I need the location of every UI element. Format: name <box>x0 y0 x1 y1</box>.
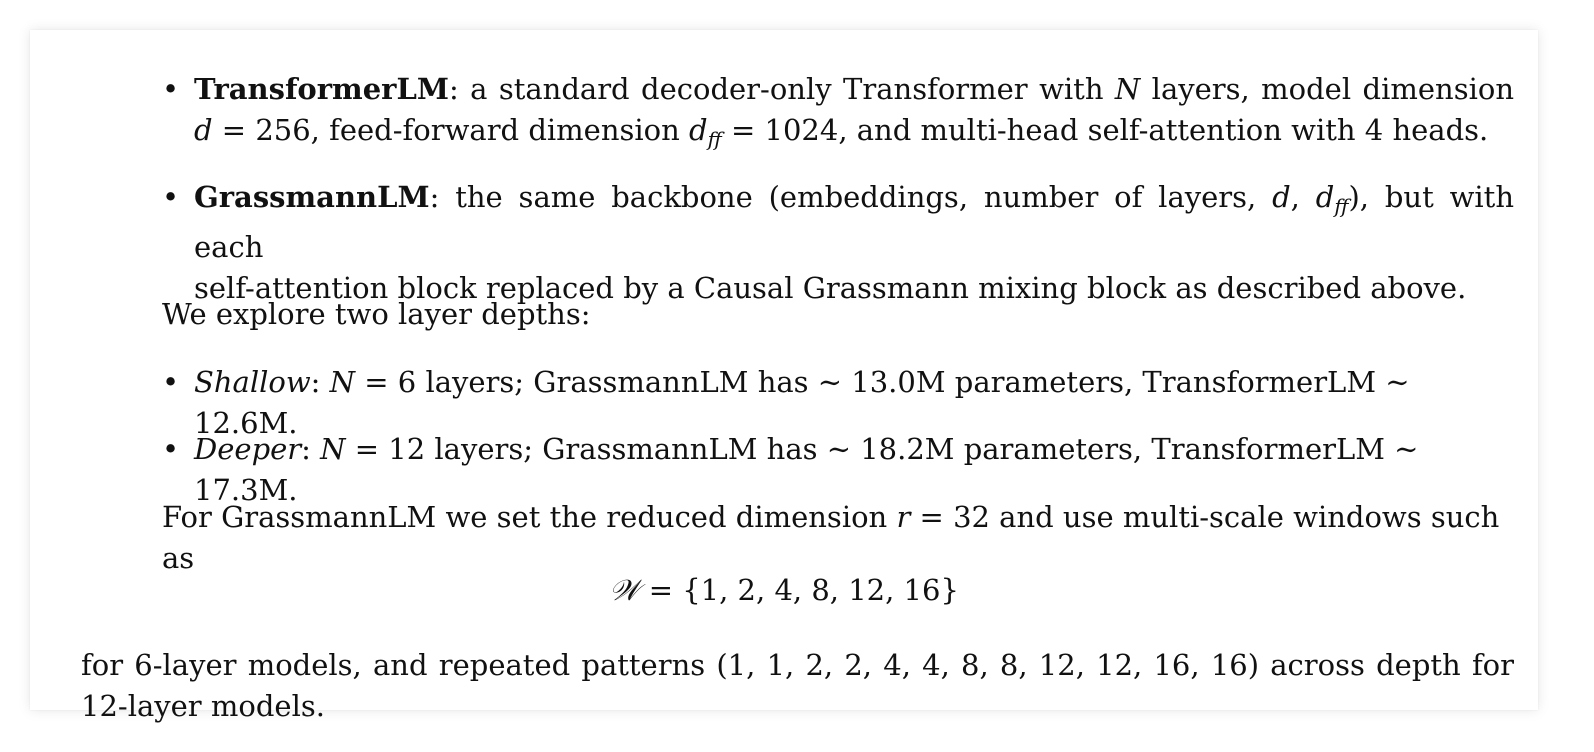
list-item-text: Shallow: N = 6 layers; GrassmannLM has ∼ 13.0M parameters, TransformerLM ∼ 12.6M. <box>194 365 1410 440</box>
model-name-transformerlm: TransformerLM <box>194 72 449 106</box>
windows-paragraph: For GrassmannLM we set the reduced dimension r = 32 and use multi-scale windows such as <box>162 500 1500 575</box>
bullet-icon: • <box>162 432 180 466</box>
paper-page <box>30 30 1538 723</box>
display-equation: 𝒲 = {1, 2, 4, 8, 12, 16} <box>609 573 959 607</box>
final-paragraph: for 6-layer models, and repeated patterns (1, 1, 2, 2, 4, 4, 8, 8, 12, 12, 16, 16) across depth for 12-layer models. <box>81 648 1514 723</box>
bullet-icon: • <box>162 180 180 214</box>
depths-intro: We explore two layer depths: <box>162 297 591 331</box>
list-item-text: Deeper: N = 12 layers; GrassmannLM has ∼ 18.2M parameters, TransformerLM ∼ 17.3M. <box>194 432 1419 507</box>
paper-content <box>30 30 1538 723</box>
list-item-deeper <box>162 429 1514 507</box>
list-item-text: GrassmannLM: the same backbone (embeddings, number of layers, d, $d_{ff}$), but with each self-attention block replaced by a Causal Grassmann mixing block as described above. <box>194 180 1515 305</box>
bullet-icon: • <box>162 72 180 106</box>
list-item-transformerlm <box>162 69 1514 151</box>
list-item-text: TransformerLM: a standard decoder-only Transformer with N layers, model dimension d = 256, feed-forward dimension $d_{ff} = 1024$, and multi-head self-attention with 4 heads. <box>194 72 1514 151</box>
bullet-icon: • <box>162 365 180 399</box>
list-item-shallow <box>162 362 1514 440</box>
model-name-grassmannlm: GrassmannLM <box>194 180 430 214</box>
list-item-grassmannlm <box>162 177 1515 305</box>
